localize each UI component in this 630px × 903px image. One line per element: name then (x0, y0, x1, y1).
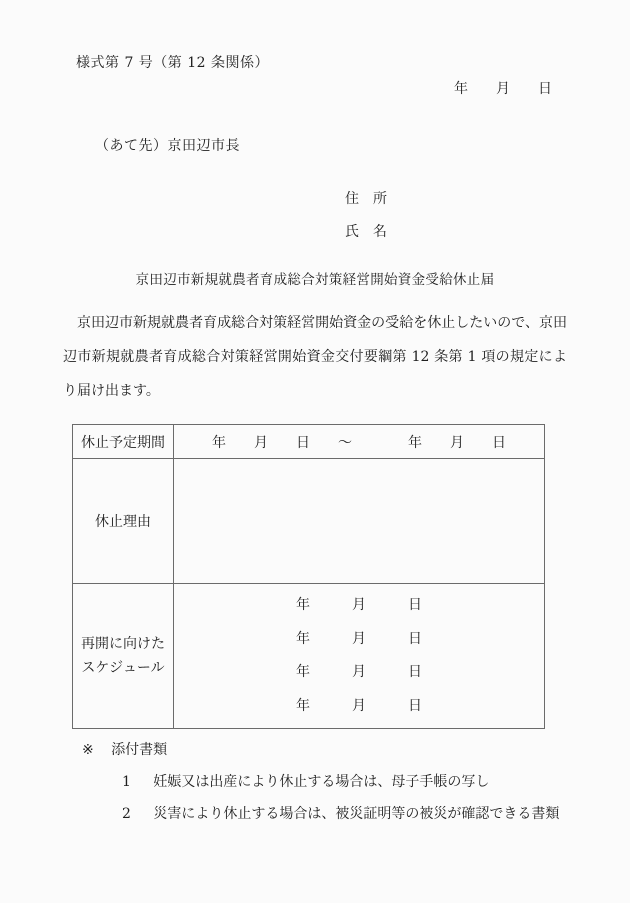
table-row-period (73, 425, 545, 459)
note-item-2 (122, 803, 559, 823)
schedule-date-line: 年 月 日 (296, 597, 422, 613)
name-label: 氏 名 (345, 224, 387, 240)
form-table (72, 424, 545, 729)
schedule-label-cell (73, 584, 174, 729)
note-marker: ※ (82, 742, 94, 758)
period-label-cell: 休止予定期間 (73, 425, 174, 459)
reason-label-cell: 休止理由 (73, 459, 174, 584)
form-number: 様式第 7 号（第 12 条関係） (76, 55, 270, 71)
note-item-2-text: 災害により休止する場合は、被災証明等の被災が確認できる書類 (153, 806, 560, 822)
schedule-label-line2: スケジュール (81, 660, 165, 676)
note-item-1-number: 1 (122, 774, 131, 790)
schedule-dates-cell (174, 584, 545, 729)
note-item-2-number: 2 (122, 806, 131, 822)
schedule-dates-list (174, 584, 544, 728)
submission-date-line: 年 月 日 (454, 81, 552, 97)
notes-heading-text: 添付書類 (111, 742, 168, 758)
body-paragraph: 京田辺市新規就農者育成総合対策経営開始資金の受給を休止したいので、京田辺市新規就農者育成総合対策経営開始資金交付要綱第 12 条第 1 項の規定により届け出ます。 (63, 315, 567, 399)
note-item-1 (122, 771, 489, 791)
schedule-label-line1: 再開に向けた (81, 636, 165, 652)
schedule-date-line: 年 月 日 (296, 664, 422, 681)
address-label: 住 所 (345, 191, 387, 207)
schedule-date-line: 年 月 日 (296, 630, 422, 647)
period-value-cell: 年 月 日 ～ 年 月 日 (174, 425, 545, 459)
schedule-date-line: 年 月 日 (296, 697, 422, 714)
reason-value-cell (174, 459, 545, 584)
document-title: 京田辺市新規就農者育成総合対策経営開始資金受給休止届 (135, 272, 495, 288)
addressee-line: （あて先）京田辺市長 (95, 138, 240, 154)
table-row-reason (73, 459, 545, 584)
table-row-schedule (73, 584, 545, 729)
notes-heading-row (82, 739, 167, 759)
note-item-1-text: 妊娠又は出産により休止する場合は、母子手帳の写し (153, 774, 490, 790)
